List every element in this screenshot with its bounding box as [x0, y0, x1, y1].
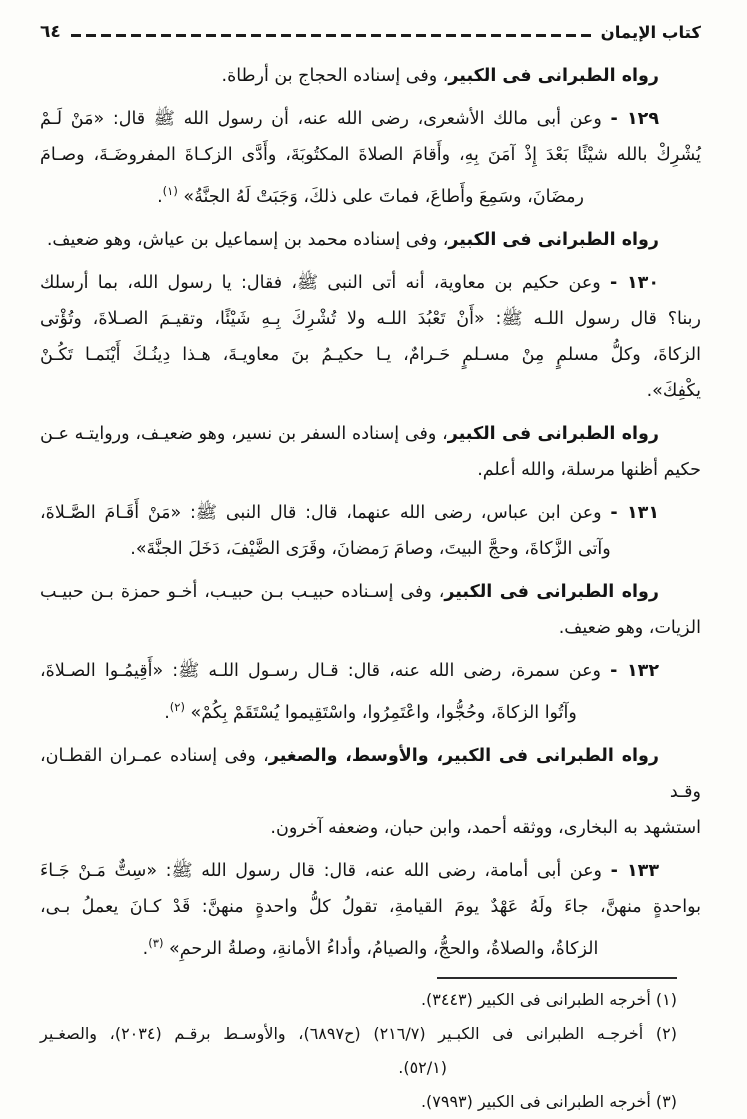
footnote-marker-1: (١): [162, 184, 178, 198]
hadith-129-line-2: يُشْرِكْ بالله شيْئًا بَعْدَ إِذْ آمَنَ بِهِ، وأَقامَ الصلاةَ المكتُوبَةَ، وأَدَّى الزكـاةَ المفروضَـةَ، وصـامَ: [40, 145, 701, 165]
attribution-text: ، وفى إسـناده حبيـب بـن حبيـب، أخـو حمزة بـن حبيـب: [40, 582, 445, 602]
attribution-source: رواه الطبرانى فى الكبير: [447, 424, 659, 444]
attribution-source: رواه الطبرانى فى الكبير: [448, 230, 659, 250]
attribution-text: ، وفى إسناده محمد بن إسماعيل بن عياش، وهو ضعيف.: [46, 230, 449, 250]
hadith-text: وعن حكيم بن معاوية، أنه أتى النبى ﷺ، فقال: يا رسول الله، بما أرسلك: [40, 273, 610, 293]
hadith-131-line-2: وآتى الزَّكاةَ، وحجَّ البيتَ، وصامَ رَمضانَ، وقَرَى الضَّيْفَ، دَخَلَ الجنَّةَ».: [130, 539, 611, 559]
hadith-text: .: [164, 703, 170, 723]
attribution-132: [40, 738, 701, 846]
hadith-130-line-1: [40, 265, 701, 301]
hadith-133: [40, 853, 701, 967]
attribution-line-2: الزيات، وهو ضعيف.: [558, 618, 701, 638]
footnote-2-line-2: (٥٢/١).: [398, 1058, 447, 1077]
hadith-130-line-2: ربنا؟ قال رسول اللـه ﷺ: «أَنْ تَعْبُدَ اللـه ولا تُشْرِكَ بِـهِ شَيْئًا، وتقيـمَ الصـلاةَ، وتُؤْتى: [40, 309, 701, 329]
hadith-number: ١٣٢ -: [610, 661, 660, 681]
attribution-source: رواه الطبرانى فى الكبير، والأوسط، والصغير: [268, 746, 659, 766]
hadith-text: رمضَانَ، وسَمِعَ وأَطاعَ، فماتَ على ذلكَ، وَجَبَتْ لَهُ الجنَّةُ»: [183, 187, 584, 207]
attribution-text: ، وفى إسناده عمـران القطـان، وقـد: [40, 746, 701, 802]
attribution-source: رواه الطبرانى فى الكبير: [448, 66, 659, 86]
attribution-line: [40, 416, 701, 452]
attribution-131: [40, 574, 701, 646]
hadith-129-line-3: [40, 173, 701, 215]
hadith-text: وعن ابن عباس، رضى الله عنهما، قال: قال النبى ﷺ: «مَنْ أَقَـامَ الصَّـلاةَ،: [40, 503, 611, 523]
hadith-number: ١٢٩ -: [610, 109, 660, 129]
footnote-2-line-1: (٢) أخرجـه الطبرانى فى الكبـير (٢١٦/٧) (ح٦٨٩٧)، والأوسـط برقـم (٢٠٣٤)، والصغـير: [40, 1024, 678, 1043]
page-header: [40, 22, 701, 42]
attribution-line: [40, 58, 701, 94]
hadith-133-line-2: بواحدةٍ منهنَّ، جاءَ ولَهُ عَهْدٌ يومَ القيامةِ، تقولُ كلُّ واحدةٍ منهنَّ: قَدْ كـانَ يعملُ بـى،: [40, 897, 701, 917]
hadith-text: .: [142, 939, 149, 959]
hadith-131: [40, 495, 701, 567]
hadith-text: وعن سمرة، رضى الله عنه، قال: قـال رسـول اللـه ﷺ: «أَقِيمُـوا الصـلاةَ،: [40, 661, 611, 681]
hadith-number: ١٣١ -: [610, 503, 659, 523]
attribution-line: [40, 738, 701, 810]
footnote-marker-2: (٢): [169, 700, 185, 714]
hadith-text: الزكاةُ، والصلاةُ، والحجُّ، والصيامُ، وأداءُ الأمانةِ، وصلةُ الرحمِ»: [169, 939, 599, 959]
footnotes-section: [40, 983, 701, 1119]
attribution-line: [40, 222, 701, 258]
hadith-text: وآتُوا الزكاةَ، وحُجُّوا، واعْتَمِرُوا، واسْتَقِيموا يُسْتَقَمْ بِكُمْ»: [190, 703, 577, 723]
hadith-130-line-3: الزكاةَ، وكلُّ مسلمٍ مِنْ مسـلمٍ حَـرامٌ، يـا حكيـمُ بنَ معاويـةَ، هـذا دِينُـكَ أَيْنَمـا تَكُـنْ: [40, 345, 701, 365]
hadith-text: وعن أبى أمامة، رضى الله عنه، قال: قال رسول الله ﷺ: «سِتٌّ مَـنْ جَـاءَ: [40, 861, 611, 881]
page-number: ٦٤: [40, 22, 61, 42]
hadith-133-line-1: [40, 853, 701, 889]
hadith-132-line-2: [40, 689, 701, 731]
hadith-130: [40, 265, 701, 409]
attribution-130: [40, 416, 701, 488]
attribution-source: رواه الطبرانى فى الكبير: [444, 582, 659, 602]
hadith-number: ١٣٣ -: [610, 861, 660, 881]
footnote-3: (٣) أخرجه الطبرانى فى الكبير (٧٩٩٣).: [420, 1092, 677, 1111]
attribution-text: ، وفى إسناده الحجاج بن أرطاة.: [221, 66, 449, 86]
hadith-132: [40, 653, 701, 731]
hadith-129-line-1: [40, 101, 701, 137]
hadith-133-line-3: [40, 925, 701, 967]
attribution-line-2: استشهد به البخارى، ووثقه أحمد، وابن حبان، وضعفه آخرون.: [270, 818, 701, 838]
hadith-130-line-4: يكْفِكَ».: [646, 381, 701, 401]
hadith-131-line-1: [40, 495, 701, 531]
hadith-text: .: [157, 187, 163, 207]
attribution-line: [40, 574, 701, 610]
book-title: كتاب الإيمان: [600, 22, 701, 42]
hadith-132-line-1: [40, 653, 701, 689]
footnote-divider: [437, 977, 677, 979]
hadith-text: وعن أبى مالك الأشعرى، رضى الله عنه، أن رسول الله ﷺ قال: «مَنْ لَـمْ: [40, 109, 611, 129]
hadith-number: ١٣٠ -: [609, 273, 659, 293]
attribution-129: [40, 222, 701, 258]
header-dashed-rule: [71, 34, 591, 37]
hadith-129: [40, 101, 701, 215]
attribution-text: ، وفى إسناده السفر بن نسير، وهو ضعيـف، وروايتـه عـن: [40, 424, 448, 444]
attribution-line-2: حكيم أظنها مرسلة، والله أعلم.: [477, 460, 701, 480]
footnote-marker-3: (٣): [148, 936, 164, 950]
footnote-1: (١) أخرجه الطبرانى فى الكبير (٣٤٤٣).: [420, 990, 677, 1009]
attribution-128: [40, 58, 701, 94]
